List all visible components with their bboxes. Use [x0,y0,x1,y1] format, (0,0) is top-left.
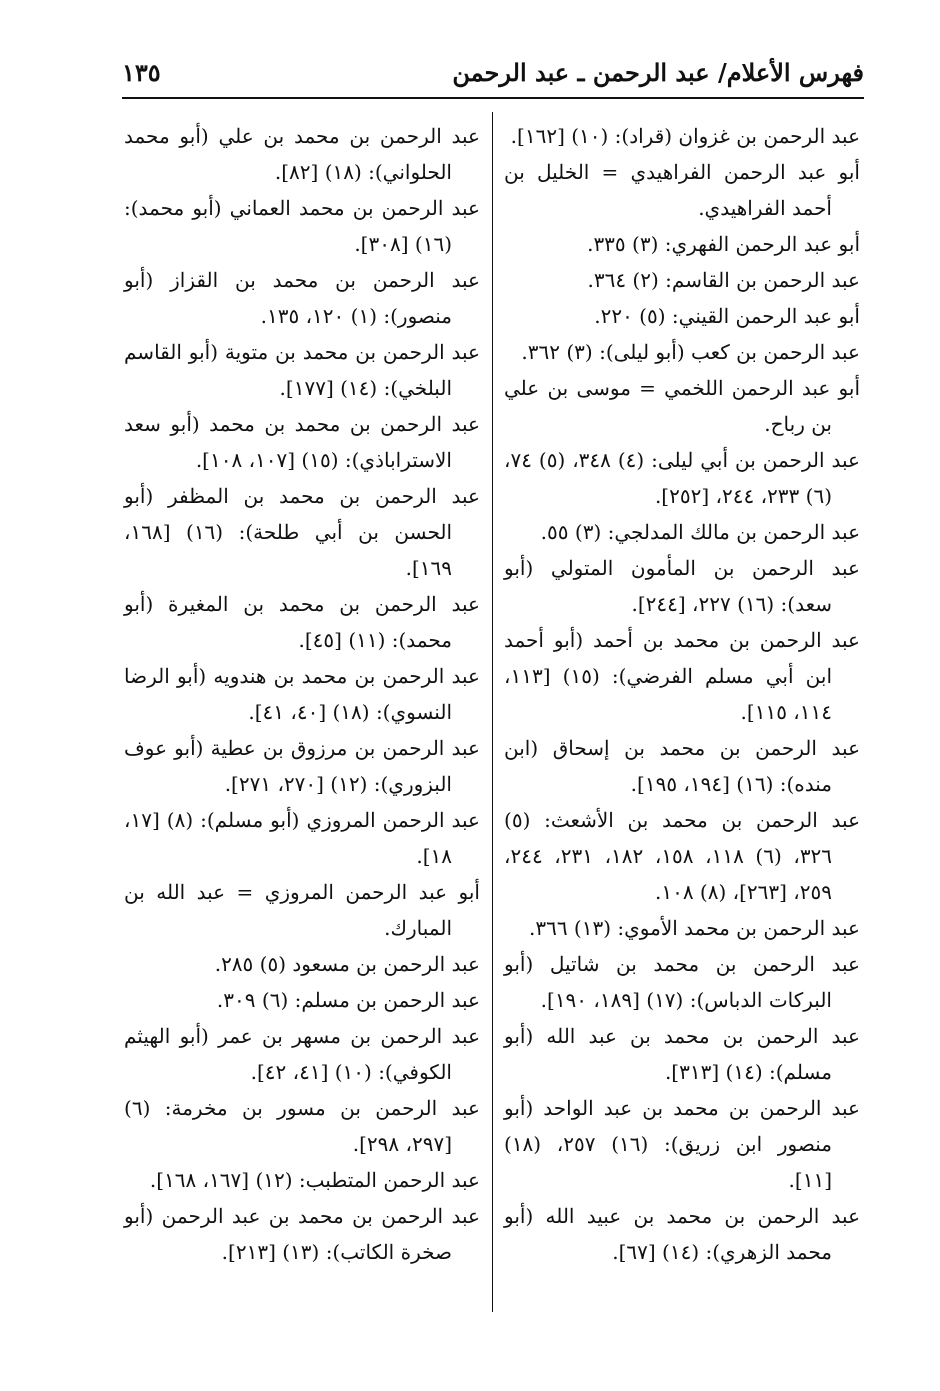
index-entry: عبد الرحمن بن محمد بن القزاز (أبو منصور): (١) ١٢٠، ١٣٥. [124,268,480,328]
index-entry: عبد الرحمن بن محمد بن علي (أبو محمد الحلواني): (١٨) [٨٢]. [124,124,480,184]
index-entry: عبد الرحمن بن محمد بن شاتيل (أبو البركات الدباس): (١٧) [١٨٩، ١٩٠]. [504,952,860,1012]
index-entry: عبد الرحمن بن محمد الأموي: (١٣) ٣٦٦. [528,916,860,940]
index-entry: عبد الرحمن بن غزوان (قراد): (١٠) [١٦٢]. [510,124,860,148]
right-column [504,118,860,1270]
index-entry: عبد الرحمن بن محمد بن عبد الله (أبو مسلم): (١٤) [٣١٣]. [504,1024,860,1084]
index-entry: عبد الرحمن بن المأمون المتولي (أبو سعد): (١٦) ٢٢٧، [٢٤٤]. [504,556,860,616]
index-entry: عبد الرحمن بن مسعود (٥) ٢٨٥. [214,952,480,976]
index-entry: عبد الرحمن بن محمد بن المظفر (أبو الحسن بن أبي طلحة): (١٦) [١٦٨، ١٦٩]. [124,484,480,580]
index-entry: عبد الرحمن بن محمد بن المغيرة (أبو محمد): (١١) [٤٥]. [124,592,480,652]
page-header [122,54,864,94]
index-entry: عبد الرحمن بن محمد بن عبيد الله (أبو محمد الزهري): (١٤) [٦٧]. [504,1204,860,1264]
index-entry: عبد الرحمن المروزي (أبو مسلم): (٨) [١٧، ١٨]. [124,808,480,868]
header-rule [122,97,864,99]
running-title: فهرس الأعلام/ عبد الرحمن ـ عبد الرحمن [452,58,864,87]
index-entry: عبد الرحمن بن مرزوق بن عطية (أبو عوف البزوري): (١٢) [٢٧٠، ٢٧١]. [124,736,480,796]
index-entry: عبد الرحمن بن مسلم: (٦) ٣٠٩. [216,988,480,1012]
index-entry: عبد الرحمن بن محمد العماني (أبو محمد): (١٦) [٣٠٨]. [124,196,480,256]
index-entry: عبد الرحمن المتطبب: (١٢) [١٦٧، ١٦٨]. [149,1168,480,1192]
index-entry: عبد الرحمن بن محمد بن إسحاق (ابن منده): (١٦) [١٩٤، ١٩٥]. [504,736,860,796]
index-entry: عبد الرحمن بن مسهر بن عمر (أبو الهيثم الكوفي): (١٠) [٤١، ٤٢]. [124,1024,480,1084]
index-entry: عبد الرحمن بن محمد بن عبد الواحد (أبو منصور ابن زريق): (١٦) ٢٥٧، (١٨) [١١]. [504,1096,860,1192]
index-entry: أبو عبد الرحمن اللخمي = موسى بن علي بن رباح. [504,376,860,436]
index-entry: عبد الرحمن بن محمد بن هندويه (أبو الرضا النسوي): (١٨) [٤٠، ٤١]. [124,664,480,724]
index-entry: عبد الرحمن بن أبي ليلى: (٤) ٣٤٨، (٥) ٧٤، (٦) ٢٣٣، ٢٤٤، [٢٥٢]. [504,448,860,508]
page-number: ١٣٥ [122,58,161,87]
index-entry: عبد الرحمن بن كعب (أبو ليلى): (٣) ٣٦٢. [521,340,860,364]
column-divider [492,112,493,1312]
index-entry: أبو عبد الرحمن القيني: (٥) ٢٢٠. [594,304,860,328]
index-entry: عبد الرحمن بن مسور بن مخرمة: (٦) [٢٩٧، ٢٩٨]. [124,1096,480,1156]
index-entry: عبد الرحمن بن القاسم: (٢) ٣٦٤. [587,268,860,292]
index-entry: أبو عبد الرحمن الفهري: (٣) ٣٣٥. [587,232,860,256]
index-entry: أبو عبد الرحمن المروزي = عبد الله بن المبارك. [124,880,480,940]
index-entry: عبد الرحمن بن محمد بن أحمد (أبو أحمد ابن أبي مسلم الفرضي): (١٥) [١١٣، ١١٤، ١١٥]. [504,628,860,724]
index-entry: أبو عبد الرحمن الفراهيدي = الخليل بن أحمد الفراهيدي. [504,160,860,220]
index-entry: عبد الرحمن بن محمد بن عبد الرحمن (أبو صخرة الكاتب): (١٣) [٢١٣]. [124,1204,480,1264]
index-entry: عبد الرحمن بن محمد بن متوية (أبو القاسم البلخي): (١٤) [١٧٧]. [124,340,480,400]
index-entry: عبد الرحمن بن محمد بن محمد (أبو سعد الاستراباذي): (١٥) [١٠٧، ١٠٨]. [124,412,480,472]
left-column [124,118,480,1270]
index-entry: عبد الرحمن بن محمد بن الأشعث: (٥) ٣٢٦، (٦) ١١٨، ١٥٨، ١٨٢، ٢٣١، ٢٤٤، ٢٥٩، [٢٦٣]، (٨) ١٠٨. [504,808,860,904]
index-entry: عبد الرحمن بن مالك المدلجي: (٣) ٥٥. [540,520,860,544]
